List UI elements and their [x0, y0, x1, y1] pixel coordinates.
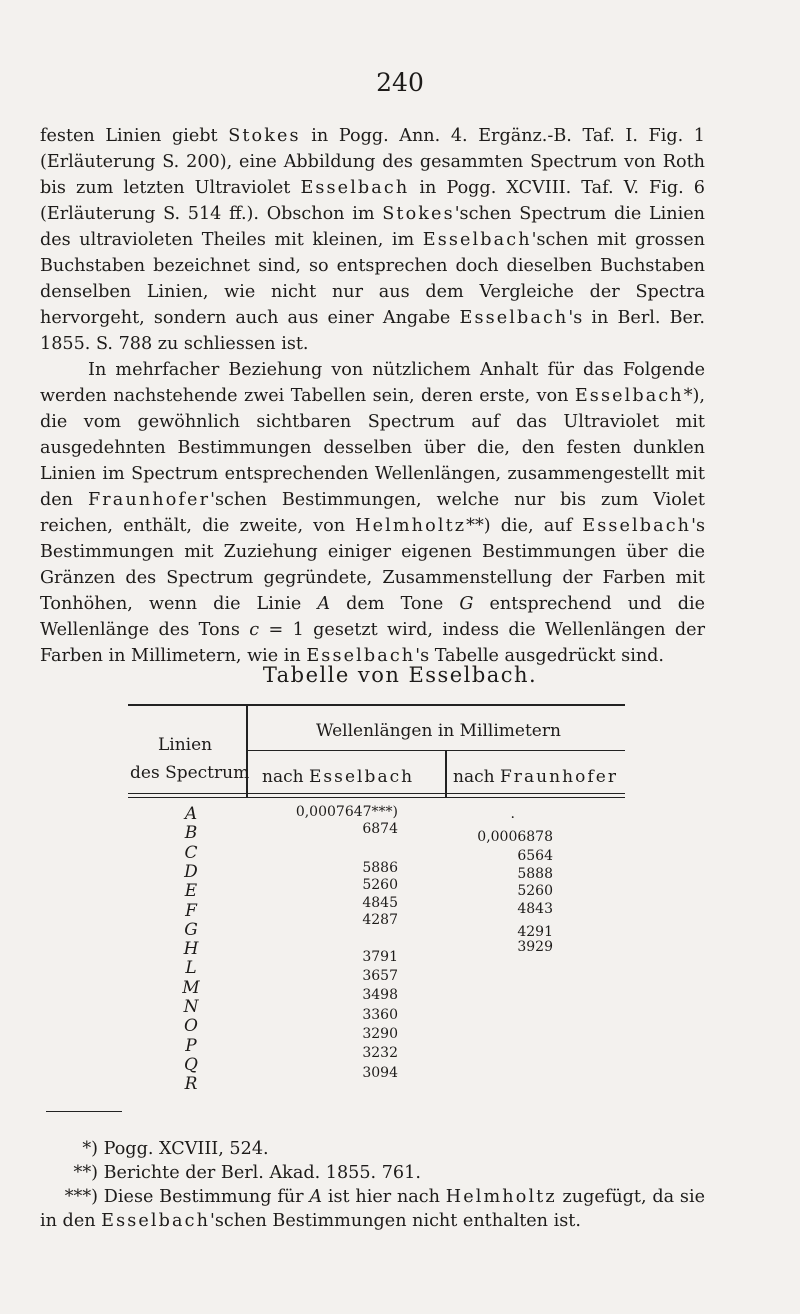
table-header-rule-1 — [128, 793, 625, 794]
fraunhofer-value: 5260 — [517, 883, 553, 900]
fraunhofer-value: . — [510, 805, 515, 822]
line-letter-R: R — [184, 1074, 198, 1095]
line-letter-H: H — [183, 939, 199, 960]
esselbach-value: 4845 — [362, 894, 398, 911]
footnote-2: **) Berichte der Berl. Akad. 1855. 761. — [73, 1163, 421, 1183]
esselbach-value: 4287 — [362, 912, 398, 929]
line-letter-A: A — [184, 804, 198, 824]
paragraph-2: In mehrfacher Beziehung von nützlichem Anhalt für das Folgende werden nachstehende zwei Tabellen sein, deren erste, von Esselbach*), die vom gewöhnlich sichtbaren Spectrum auf das Ultraviolet mit ausgedehnten Bestimmungen desselben über die, den festen dunklen Linien im Spectrum entsprechenden Wellenlängen, zusammengestellt mit den Fraunhofer'schen Bestimmungen, welche nur bis zum Violet reichen, enthält, die zweite, von Helmholtz**) die, auf Esselbach's Bestimmungen mit Zuziehung einiger eigenen Bestimmungen über die Gränzen des Spectrum gegründete, Zusammenstellung der Farben mit Tonhöhen, wenn die Linie A dem Tone G entsprechend und die Wellenlänge des Tons c = 1 gesetzt wird, indess die Wellenlängen der Farben in Millimetern, wie in Esselbach's Tabelle ausgedrückt sind. — [40, 360, 706, 666]
header-des-spectrum: des Spectrum — [130, 763, 250, 783]
line-letter-M: M — [182, 977, 200, 998]
paragraph-1: festen Linien giebt Stokes in Pogg. Ann. 4. Ergänz.-B. Taf. I. Fig. 1 (Erläuterung S. 200), eine Abbildung des gesammten Spectrum von Roth bis zum letzten Ultraviolet Esselbach in Pogg. XCVIII. Taf. V. Fig. 6 (Erläuterung S. 514 ff.). Obschon im Stokes'schen Spectrum die Linien des ultravioleten Theiles mit kleinen, im Esselbach'schen mit grossen Buchstaben bezeichnet sind, so entsprechen doch dieselben Buchstaben denselben Linien, wie nicht nur aus dem Vergleiche der Spectra hervorgeht, sondern auch aus einer Angabe Esselbach's in Berl. Ber. 1855. S. 788 zu schliessen ist. — [40, 126, 705, 354]
line-letter-C: C — [184, 842, 198, 863]
line-letter-E: E — [184, 881, 198, 902]
line-letter-F: F — [185, 900, 197, 921]
header-nach-fraunhofer: nach Fraunhofer — [453, 767, 618, 787]
fraunhofer-value: 6564 — [517, 848, 553, 865]
line-letter-L: L — [185, 958, 197, 979]
esselbach-value: 6874 — [362, 821, 398, 838]
table-subheader-divider — [445, 751, 447, 798]
esselbach-value: 3094 — [362, 1064, 398, 1081]
table-top-rule — [128, 704, 625, 706]
body-text — [40, 123, 705, 669]
esselbach-value: 3290 — [362, 1025, 398, 1042]
header-nach-esselbach: nach Esselbach — [262, 767, 415, 787]
esselbach-value: 0,0007647***) — [295, 804, 398, 820]
table-header-rule-2 — [128, 797, 625, 798]
footnote-rule — [46, 1111, 122, 1112]
line-letter-N: N — [183, 997, 199, 1017]
header-linien: Linien — [158, 735, 213, 755]
line-letter-B: B — [184, 823, 198, 844]
esselbach-value: 5260 — [362, 877, 398, 894]
fraunhofer-value: 4843 — [517, 900, 553, 917]
esselbach-value: 3791 — [362, 948, 398, 965]
line-letter-G: G — [184, 919, 198, 940]
line-letter-P: P — [185, 1035, 197, 1056]
table-header-midrule — [246, 750, 625, 751]
esselbach-value: 3360 — [362, 1006, 398, 1023]
wavelength-table — [128, 700, 628, 1100]
fraunhofer-value: 0,0006878 — [477, 829, 553, 846]
esselbach-value: 3232 — [362, 1045, 398, 1062]
fraunhofer-value: 5888 — [517, 865, 553, 882]
page-number: 240 — [376, 68, 424, 97]
esselbach-value: 3498 — [362, 987, 398, 1004]
footnote-1: *) Pogg. XCVIII, 524. — [82, 1139, 269, 1159]
fraunhofer-value: 3929 — [517, 939, 553, 956]
line-letter-O: O — [184, 1016, 198, 1037]
table-title: Tabelle von Esselbach. — [262, 663, 538, 687]
esselbach-value: 5886 — [362, 859, 398, 876]
line-letter-Q: Q — [184, 1054, 198, 1075]
fraunhofer-value: 4291 — [517, 923, 553, 940]
esselbach-value: 3657 — [362, 968, 398, 985]
footnote-3: ***) Diese Bestimmung für A ist hier nach Helmholtz zugefügt, da sie in den Esselbach'schen Bestimmungen nicht enthalten ist. — [40, 1187, 705, 1231]
line-letter-D: D — [184, 861, 198, 882]
table-header-divider — [246, 704, 248, 798]
header-wellenlaengen: Wellenlängen in Millimetern — [316, 721, 561, 741]
